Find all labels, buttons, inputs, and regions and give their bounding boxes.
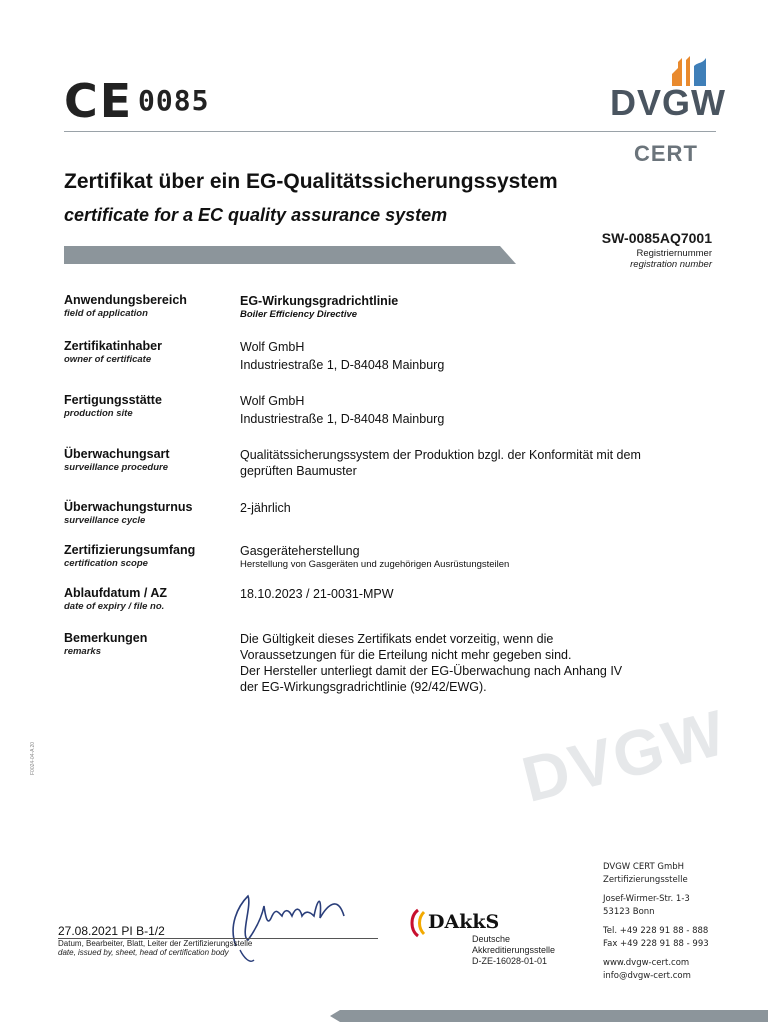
dakks-logo-icon xyxy=(408,908,430,938)
footer-caption-german: Datum, Bearbeiter, Blatt, Leiter der Zertifizierungsstelle xyxy=(58,939,253,948)
address-email: info@dvgw-cert.com xyxy=(603,971,691,981)
field-production-label xyxy=(64,393,234,419)
field-application-value xyxy=(240,293,710,321)
certificate-title-german: Zertifikat über ein EG-Qualitätssicherungssystem xyxy=(64,170,558,193)
label-english: remarks xyxy=(64,646,101,657)
label-english: surveillance cycle xyxy=(64,515,146,526)
label-german: Zertifizierungsumfang xyxy=(64,543,196,557)
field-scope-label xyxy=(64,543,234,569)
field-owner-value xyxy=(240,339,710,373)
field-surveillance-value xyxy=(240,447,710,479)
value-line-2: Voraussetzungen für die Erteilung nicht mehr gegeben sind. xyxy=(240,648,572,662)
field-surveillance-label xyxy=(64,447,234,473)
field-remarks-label xyxy=(64,631,234,657)
label-german: Fertigungsstätte xyxy=(64,393,162,407)
registration-label-german: Registriernummer xyxy=(636,248,712,259)
cert-logo-text: CERT xyxy=(634,141,698,166)
dakks-line-1: Deutsche xyxy=(472,934,511,944)
dakks-line-3: D-ZE-16028-01-01 xyxy=(472,956,548,966)
field-remarks-value xyxy=(240,631,710,695)
ce-mark: CE xyxy=(64,74,134,128)
certificate-title-english: certificate for a EC quality assurance system xyxy=(64,205,448,225)
value-line-1: Die Gültigkeit dieses Zertifikats endet vorzeitig, wenn die xyxy=(240,632,554,646)
value-line-1: Wolf GmbH xyxy=(240,394,305,408)
field-scope-value xyxy=(240,543,710,571)
field-expiry-label xyxy=(64,586,234,612)
form-code: F0024-04-A 20 xyxy=(30,741,36,775)
value-line-3: Der Hersteller unterliegt damit der EG-Überwachung nach Anhang IV xyxy=(240,664,623,678)
label-english: field of application xyxy=(64,308,148,319)
label-english: certification scope xyxy=(64,558,148,569)
field-owner-label xyxy=(64,339,234,365)
address-street: Josef-Wirmer-Str. 1-3 xyxy=(603,894,690,904)
label-english: surveillance procedure xyxy=(64,462,169,473)
field-cycle-value: 2-jährlich xyxy=(240,501,291,515)
dakks-line-2: Akkreditierungsstelle xyxy=(472,945,556,955)
label-english: date of expiry / file no. xyxy=(64,601,165,612)
bottom-bar xyxy=(0,1008,768,1024)
address-fax: Fax +49 228 91 88 - 993 xyxy=(603,939,709,949)
label-english: production site xyxy=(64,408,133,419)
address-city: 53123 Bonn xyxy=(603,907,655,917)
label-german: Überwachungsart xyxy=(64,447,170,461)
address-dept: Zertifizierungsstelle xyxy=(603,875,688,885)
signature xyxy=(218,886,368,966)
label-german: Überwachungsturnus xyxy=(64,500,193,514)
header-divider xyxy=(64,131,716,132)
value-line-1: Wolf GmbH xyxy=(240,340,305,354)
field-expiry-value: 18.10.2023 / 21-0031-MPW xyxy=(240,587,394,601)
issue-date-line: 27.08.2021 PI B-1/2 xyxy=(58,924,165,938)
value-line-2: Industriestraße 1, D-84048 Mainburg xyxy=(240,412,445,426)
title-bar xyxy=(64,246,524,264)
address-tel: Tel. +49 228 91 88 - 888 xyxy=(603,926,709,936)
notified-body-number: 0085 xyxy=(138,84,210,117)
label-german: Zertifikatinhaber xyxy=(64,339,162,353)
field-application-label xyxy=(64,293,234,319)
value-main: EG-Wirkungsgradrichtlinie xyxy=(240,294,399,308)
field-cycle-label xyxy=(64,500,234,526)
address-web: www.dvgw-cert.com xyxy=(603,958,690,968)
value-line-2: Industriestraße 1, D-84048 Mainburg xyxy=(240,358,445,372)
value-line-2: geprüften Baumuster xyxy=(240,464,357,478)
value-line-1: Qualitätssicherungssystem der Produktion bzgl. der Konformität mit dem xyxy=(240,448,641,462)
registration-number: SW-0085AQ7001 xyxy=(601,230,712,246)
value-line-4: der EG-Wirkungsgradrichtlinie (92/42/EWG). xyxy=(240,680,487,694)
label-german: Bemerkungen xyxy=(64,631,148,645)
value-sub: Herstellung von Gasgeräten und zugehörigen Ausrüstungsteilen xyxy=(240,559,510,570)
address-company: DVGW CERT GmbH xyxy=(603,862,685,872)
dakks-name: DAkkS xyxy=(428,911,500,933)
footer-caption-english: date, issued by, sheet, head of certification body xyxy=(58,948,229,957)
dvgw-logo-text: DVGW xyxy=(610,82,726,123)
registration-label-english: registration number xyxy=(630,259,712,270)
label-german: Ablaufdatum / AZ xyxy=(64,586,168,600)
dvgw-watermark: DVGW xyxy=(515,695,734,816)
value-main: Gasgeräteherstellung xyxy=(240,544,360,558)
label-german: Anwendungsbereich xyxy=(64,293,187,307)
field-production-value xyxy=(240,393,710,427)
value-sub: Boiler Efficiency Directive xyxy=(240,309,358,320)
label-english: owner of certificate xyxy=(64,354,152,365)
